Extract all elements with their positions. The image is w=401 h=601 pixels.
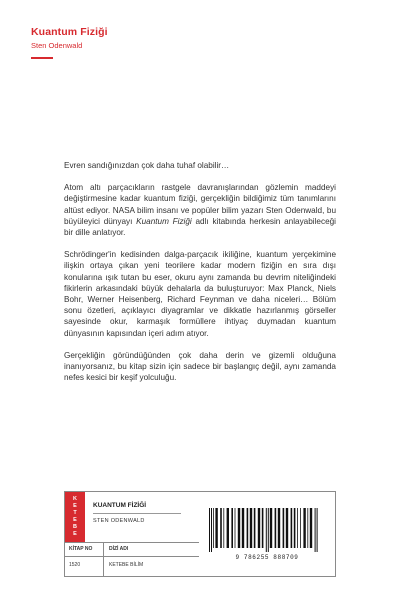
barcode-bar (310, 508, 312, 548)
publisher-logo (65, 492, 85, 542)
barcode-bar (286, 508, 288, 548)
kitap-no-value: 1520 (69, 562, 81, 568)
barcode-bar (315, 508, 316, 552)
product-label (64, 491, 336, 577)
blurb-text (64, 160, 336, 394)
barcode-bar (317, 508, 318, 552)
back-cover-header (31, 26, 108, 59)
brand-letter: E (73, 503, 77, 509)
barcode-bar (209, 508, 210, 552)
barcode-bar (227, 508, 229, 548)
barcode-bar (307, 508, 308, 548)
brand-letter: E (73, 531, 77, 537)
barcode-bar (291, 508, 293, 548)
inline-book-title: Kuantum Fiziği (136, 216, 192, 226)
kitap-no-header: KİTAP NO (69, 546, 93, 552)
barcode-bar (242, 508, 244, 548)
barcode-bar (211, 508, 212, 552)
blurb-paragraph-1: Atom altı parçacıkların rastgele davranışlarından gözlemin maddeyi değiştirmesine kadar kuantum fiziği, gerçekliğin bildiğimiz tüm tanımlarını altüst ediyor. NASA bilim insanı ve popüler bilim yazarı Sten Odenwald, bu büyüleyici dünyayı Kuantum Fiziği adlı kitabında herkesin anlayabileceği bir dille anlatıyor. (64, 183, 336, 238)
barcode-bar (300, 508, 301, 548)
barcode-bar (250, 508, 252, 548)
book-title: Kuantum Fiziği (31, 26, 108, 38)
barcode-bar (247, 508, 249, 548)
table-horizontal-divider (65, 556, 199, 557)
barcode-bar (213, 508, 214, 548)
barcode-bar (268, 508, 269, 552)
barcode (205, 508, 329, 566)
barcode-bars (205, 508, 329, 554)
barcode-bar (283, 508, 285, 548)
blurb-intro: Evren sandığınızdan çok daha tuhaf olabilir… (64, 161, 230, 170)
blurb-paragraph-3: Gerçekliğin göründüğünden çok daha derin ve gizemli olduğuna inanıyorsanız, bu kitap sizin için sadece bir başlangıç değil, aynı zamanda nefes kesici bir keşif yolculuğu. (64, 350, 336, 383)
title-divider (31, 57, 53, 59)
book-author: Sten Odenwald (31, 41, 83, 50)
barcode-bar (275, 508, 277, 548)
label-divider (93, 513, 181, 514)
label-book-title: KUANTUM FİZİĞİ (93, 502, 147, 509)
blurb-paragraph-2: Schrödinger'in kedisinden dalga-parçacık ikiliğine, kuantum yerçekimine ilişkin ortaya çıkan yeni teorilere kadar modern fiziğin en sıra dışı konularına ışık tutan bu eser, okuru aynı zamanda bu devrim niteliğindeki fikirlerin arkasındaki büyük dehalarla da buluşturuyor: Max Planck, Niels Bohr, Werner Heisenberg, Richard Feynman ve daha niceleri… Bölüm sonu özetleri, açıklayıcı diyagramlar ve dikkatle hazırlanmış görseller sayesinde okur, karmaşık formüllere ihtiyaç duymadan kuantum dünyasının kapısından içeri adım atıyor. (64, 250, 336, 338)
barcode-bar (297, 508, 298, 548)
barcode-bar (270, 508, 272, 548)
dizi-adi-header: DİZİ ADI (109, 546, 129, 552)
barcode-bar (231, 508, 233, 548)
isbn-number: 9 786255 888709 (235, 554, 299, 561)
barcode-bar (220, 508, 222, 548)
barcode-bar (215, 508, 217, 548)
brand-letter: B (73, 524, 77, 530)
barcode-bar (294, 508, 296, 548)
barcode-bar (223, 508, 224, 548)
label-book-author: STEN ODENWALD (93, 518, 145, 524)
brand-letter: E (73, 517, 77, 523)
barcode-bar (278, 508, 280, 548)
label-table (65, 542, 199, 577)
label-info (93, 502, 183, 524)
dizi-adi-value: KETEBE BİLİM (109, 562, 144, 568)
barcode-bar (258, 508, 260, 548)
brand-letter: K (73, 496, 77, 502)
barcode-bar (266, 508, 267, 552)
table-vertical-divider (103, 542, 104, 576)
barcode-bar (238, 508, 240, 548)
barcode-bar (254, 508, 256, 548)
barcode-bar (235, 508, 236, 548)
barcode-bar (303, 508, 305, 548)
barcode-bar (262, 508, 264, 548)
brand-letter: T (73, 510, 77, 516)
